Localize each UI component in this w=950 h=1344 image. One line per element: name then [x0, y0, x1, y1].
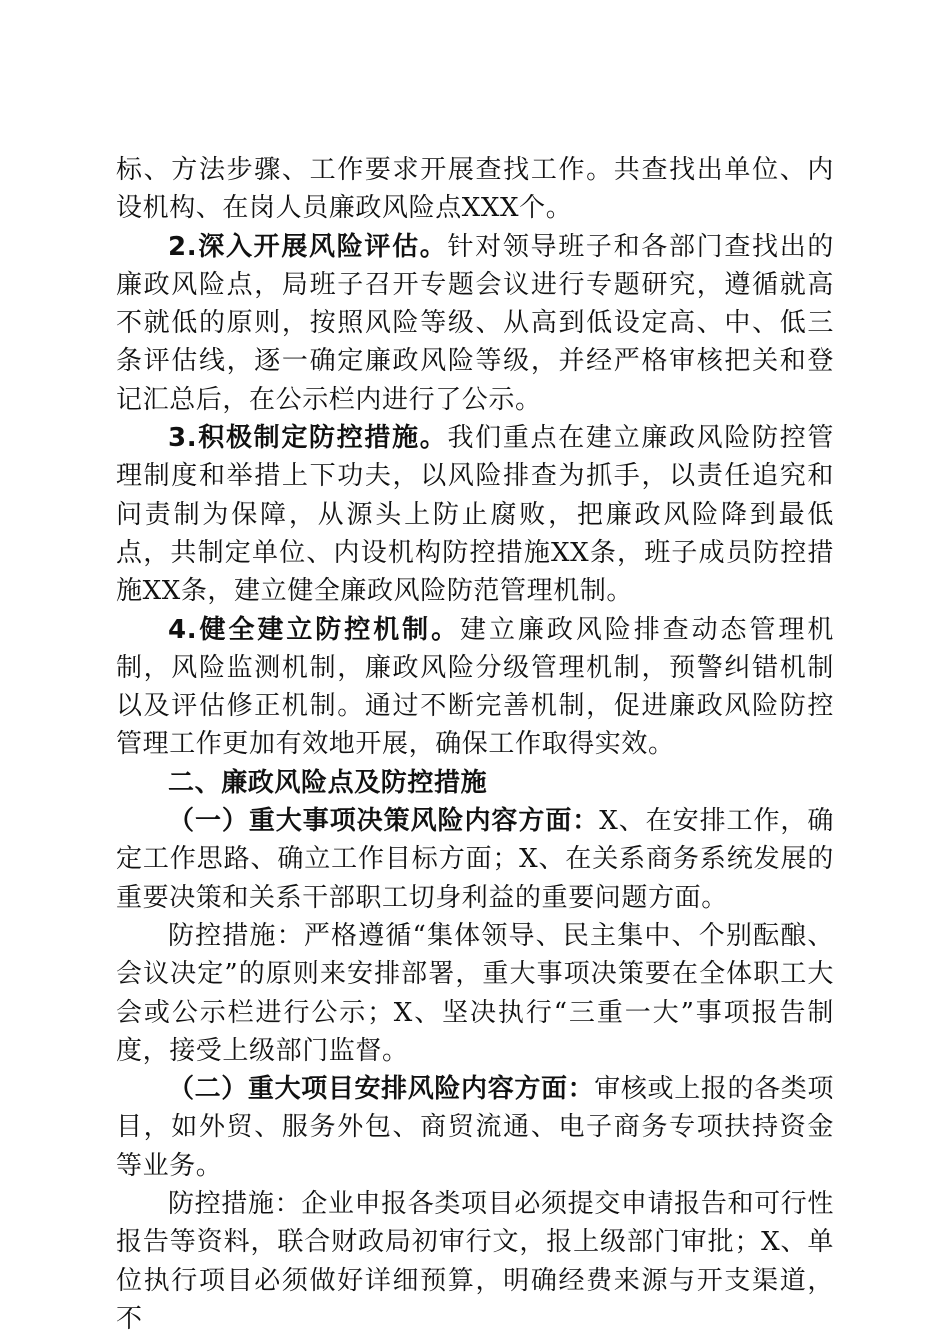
paragraph-text: 建立廉政风险排查动态管理机制，风险监测机制，廉政风险分级管理机制，预警纠错机制以及评估修正机制。通过不断完善机制，促进廉政风险防控管理工作更加有效地开展，确保工作取得实效。 [116, 614, 834, 760]
paragraph-lead: （一）重大事项决策风险内容方面： [168, 806, 600, 837]
paragraph-lead: 4.健全建立防控机制。 [168, 614, 461, 645]
paragraph-major-decision-risk [116, 802, 834, 917]
paragraph-text: X、在安排工作，确定工作思路、确立工作目标方面；X、在关系商务系统发展的重要决策和关系干部职工切身利益的重要问题方面。 [116, 806, 834, 913]
paragraph-lead: 3.积极制定防控措施。 [168, 423, 448, 454]
paragraph-text: 审核或上报的各类项目，如外贸、服务外包、商贸流通、电子商务专项扶持资金等业务。 [116, 1074, 834, 1181]
paragraph-continuation [116, 151, 834, 228]
paragraph-lead: （二）重大项目安排风险内容方面： [168, 1074, 595, 1105]
paragraph-risk-assessment [116, 228, 834, 419]
paragraph-text: 防控措施：严格遵循“集体领导、民主集中、个别酝酿、会议决定”的原则来安排部署，重大事项决策要在全体职工大会或公示栏进行公示；X、坚决执行“三重一大”事项报告制度，接受上级部门监督。 [116, 920, 834, 1066]
paragraph-text: 我们重点在建立廉政风险防控管理制度和举措上下功夫，以风险排查为抓手，以责任追究和问责制为保障，从源头上防止腐败，把廉政风险降到最低点，共制定单位、内设机构防控措施XX条，班子成员防控措施XX条，建立健全廉政风险防范管理机制。 [116, 423, 834, 607]
paragraph-lead: 2.深入开展风险评估。 [168, 231, 448, 262]
paragraph-text: 防控措施：企业申报各类项目必须提交申请报告和可行性报告等资料，联合财政局初审行文，报上级部门审批；X、单位执行项目必须做好详细预算，明确经费来源与开支渠道，不 [116, 1189, 834, 1334]
paragraph-text: 标、方法步骤、工作要求开展查找工作。共查找出单位、内设机构、在岗人员廉政风险点XXX个。 [116, 155, 834, 224]
document-page [116, 151, 834, 1338]
paragraph-text: 针对领导班子和各部门查找出的廉政风险点，局班子召开专题会议进行专题研究，遵循就高不就低的原则，按照风险等级、从高到低设定高、中、低三条评估线，逐一确定廉政风险等级，并经严格审核把关和登记汇总后，在公示栏内进行了公示。 [116, 231, 834, 415]
paragraph-project-measures [116, 1185, 834, 1338]
paragraph-decision-measures [116, 917, 834, 1070]
paragraph-control-mechanism [116, 611, 834, 764]
paragraph-major-project-risk [116, 1070, 834, 1185]
paragraph-control-measures [116, 419, 834, 610]
section-heading: 二、廉政风险点及防控措施 [168, 767, 488, 798]
